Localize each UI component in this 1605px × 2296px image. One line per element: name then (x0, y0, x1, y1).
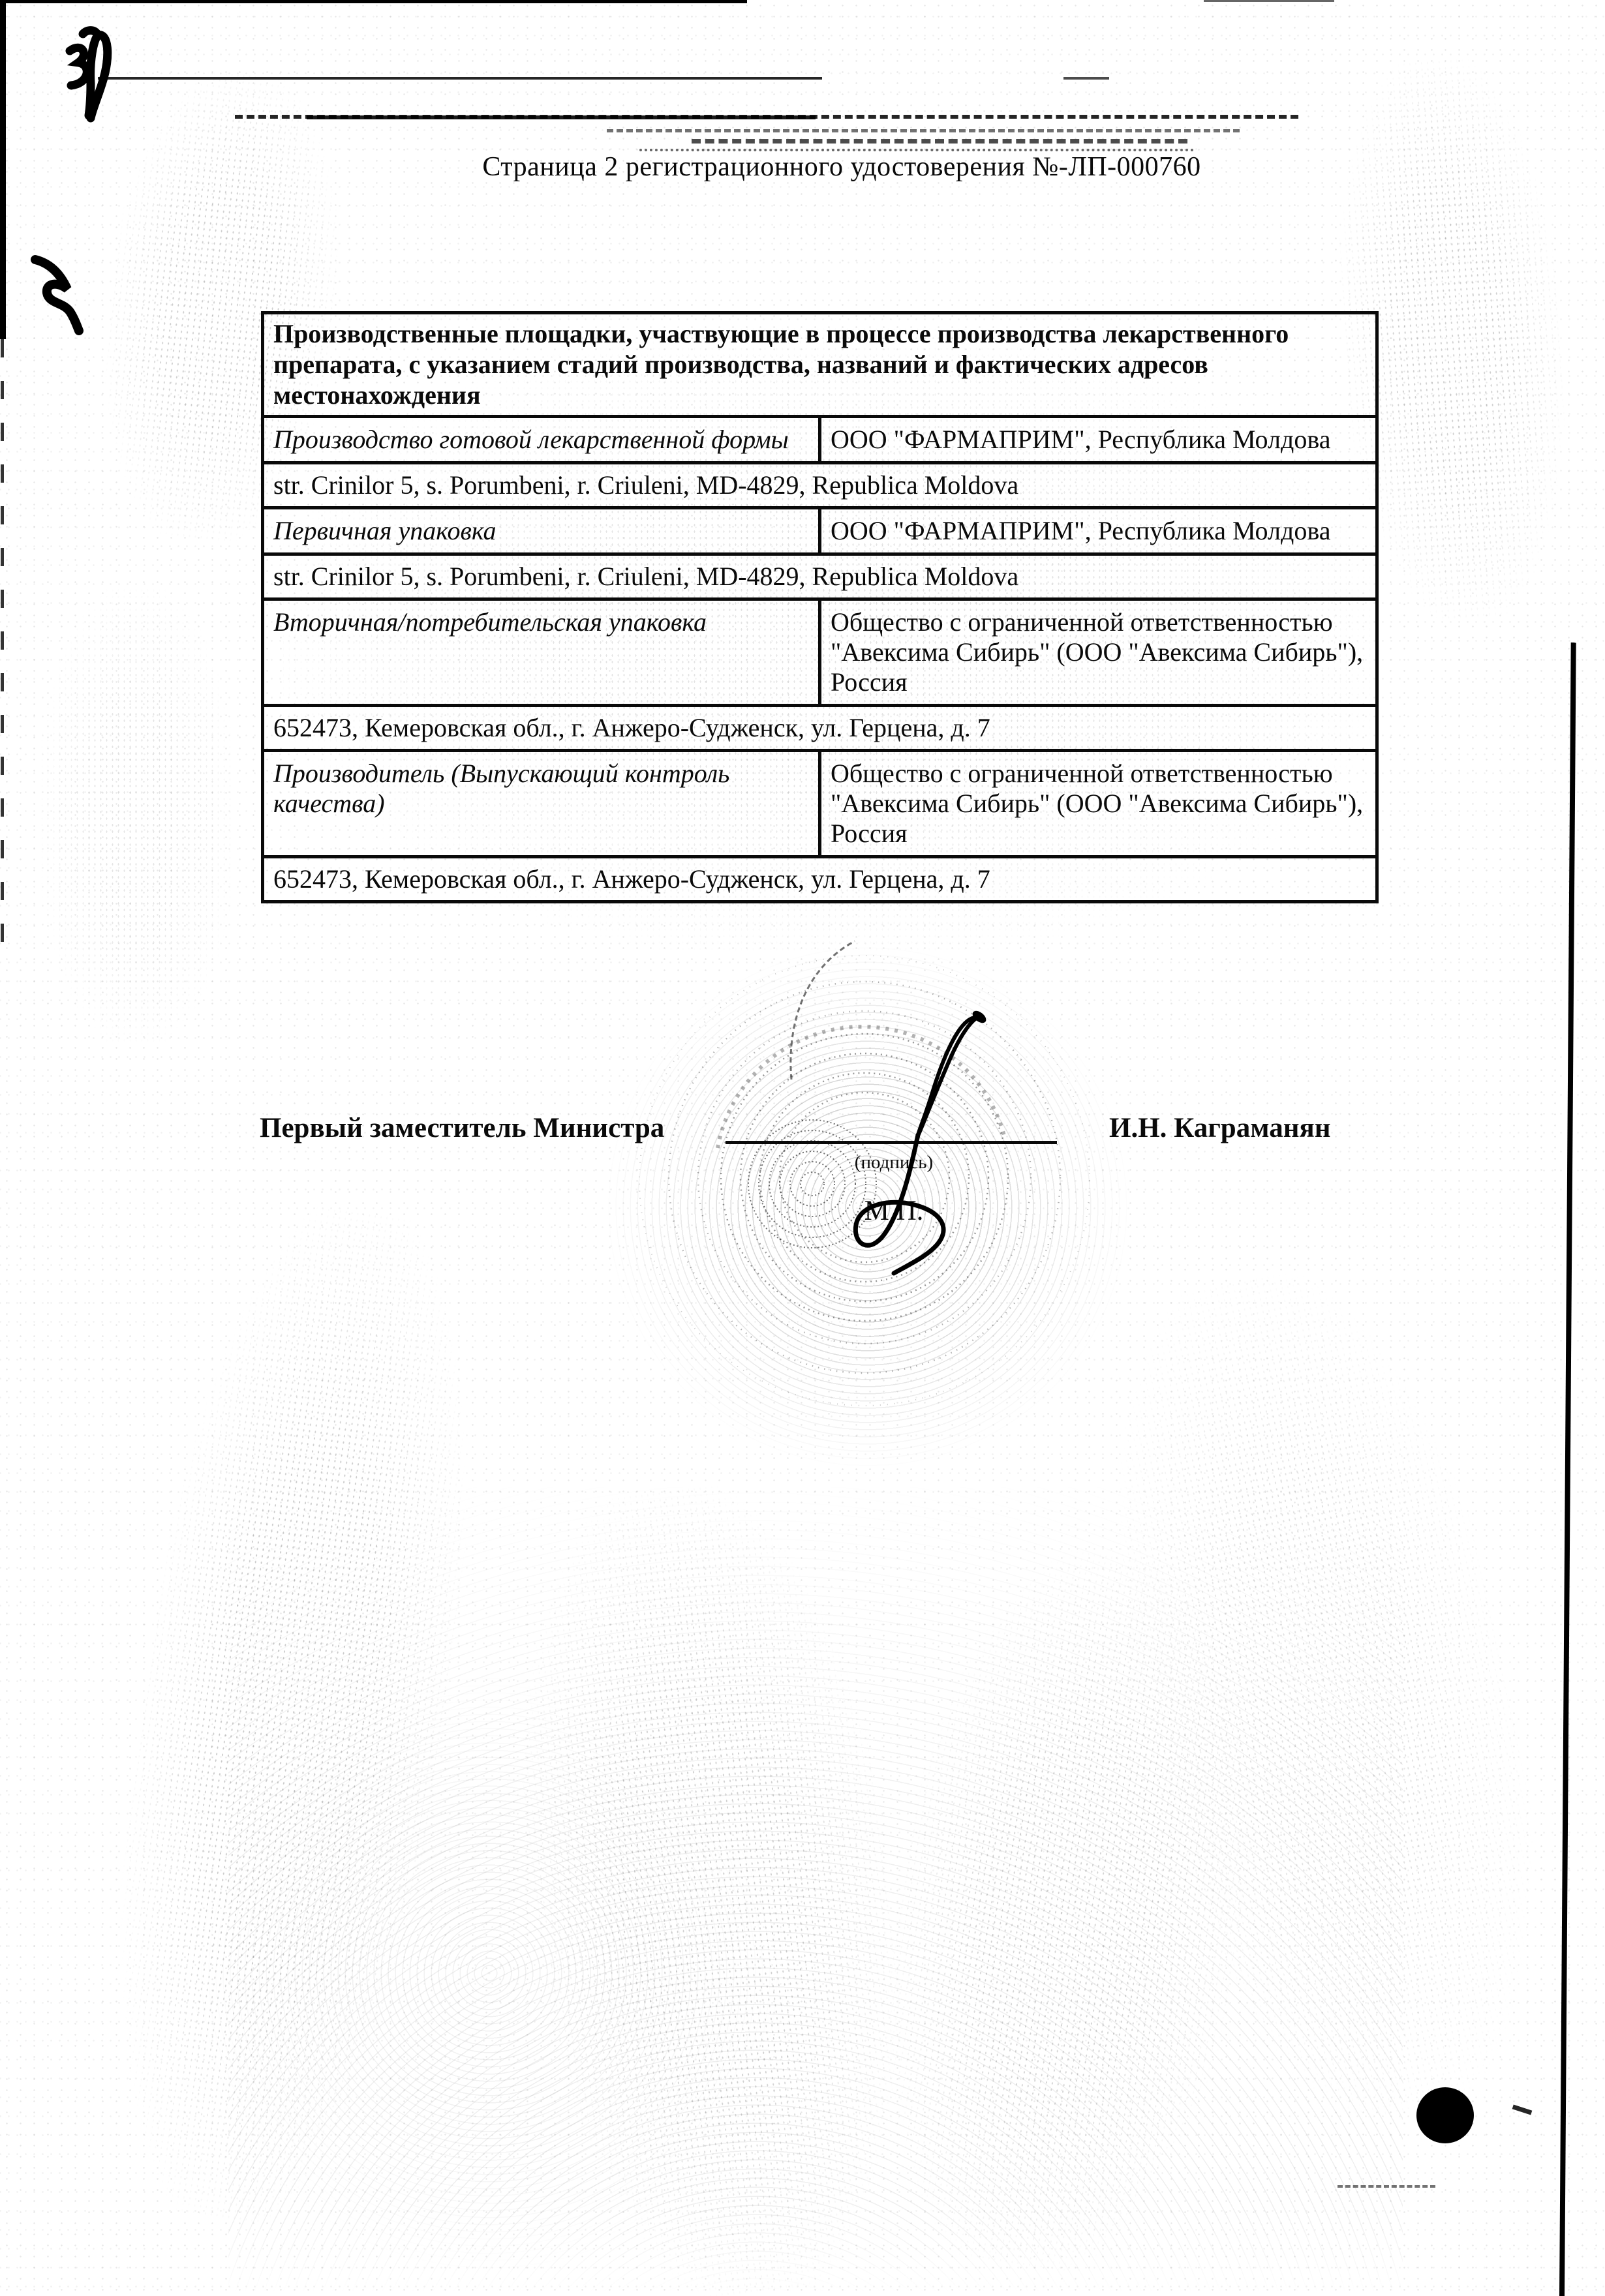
stage-cell: Производитель (Выпускающий контроль качества) (263, 750, 820, 856)
table-row (263, 599, 1377, 705)
scan-noise-swirl (228, 1468, 1403, 2296)
table-row (263, 313, 1377, 417)
table-row (263, 416, 1377, 462)
scan-noise-patch (846, 1530, 1294, 2292)
scan-noise-patch (1058, 1243, 1591, 2149)
seal-place-label: М.П. (864, 1196, 924, 1226)
production-sites-table (261, 311, 1379, 903)
stage-cell: Производство готовой лекарственной формы (263, 416, 820, 462)
signatory-name: И.Н. Каграманян (1109, 1113, 1331, 1143)
scan-smudge-band (607, 129, 1240, 132)
page-title: Страница 2 регистрационного удостоверения №-ЛП-000760 (482, 152, 1201, 182)
scan-noise-patch (74, 1191, 513, 2241)
table-header-cell: Производственные площадки, участвующие в процессе производства лекарственного препарата, с указанием стадий производства, названий и фактических адресов местонахождения (263, 313, 1377, 417)
company-cell: ООО "ФАРМАПРИМ", Республика Молдова (820, 507, 1377, 554)
signature-line (726, 1141, 1057, 1144)
scan-edge-top (0, 0, 747, 3)
scan-artifact-line (98, 77, 822, 80)
table-row (263, 856, 1377, 901)
pen-mark-icon (35, 260, 79, 331)
scan-artifact-line (307, 115, 816, 119)
ink-dot (1416, 2087, 1474, 2143)
scan-noise-patch (487, 1469, 935, 2296)
signature-caption: (подпись) (854, 1152, 934, 1173)
scan-edge-left (1, 339, 4, 965)
scan-smudge-band (692, 139, 1187, 144)
scan-artifact-line (1063, 77, 1109, 80)
company-cell: Общество с ограниченной ответственностью "Авексима Сибирь" (ООО "Авексима Сибирь"), Россия (820, 750, 1377, 856)
table-row (263, 462, 1377, 507)
company-cell: Общество с ограниченной ответственностью "Авексима Сибирь" (ООО "Авексима Сибирь"), Россия (820, 599, 1377, 705)
pen-mark-icon (70, 31, 108, 118)
scan-noise-swirl (196, 1663, 783, 2283)
scan-artifact-line (1338, 2185, 1435, 2188)
round-stamp (639, 941, 1090, 1406)
scan-edge-top (1204, 0, 1334, 2)
table-row (263, 705, 1377, 750)
table-row (263, 554, 1377, 599)
table-row (263, 750, 1377, 856)
company-cell: ООО "ФАРМАПРИМ", Республика Молдова (820, 416, 1377, 462)
stage-cell: Вторичная/потребительская упаковка (263, 599, 820, 705)
address-cell: 652473, Кемеровская обл., г. Анжеро-Судженск, ул. Герцена, д. 7 (263, 856, 1377, 901)
scan-edge-left (0, 0, 6, 339)
address-cell: 652473, Кемеровская обл., г. Анжеро-Судженск, ул. Герцена, д. 7 (263, 705, 1377, 750)
scan-noise-patch (39, 587, 235, 1044)
pen-blob (970, 1008, 988, 1025)
address-cell: str. Crinilor 5, s. Porumbeni, r. Criuleni, MD-4829, Republica Moldova (263, 462, 1377, 507)
scan-edge-right (1559, 642, 1576, 2296)
stage-cell: Первичная упаковка (263, 507, 820, 554)
signatory-title: Первый заместитель Министра (260, 1113, 665, 1143)
address-cell: str. Crinilor 5, s. Porumbeni, r. Criuleni, MD-4829, Republica Moldova (263, 554, 1377, 599)
table-row (263, 507, 1377, 554)
ink-dash (1512, 2105, 1533, 2115)
